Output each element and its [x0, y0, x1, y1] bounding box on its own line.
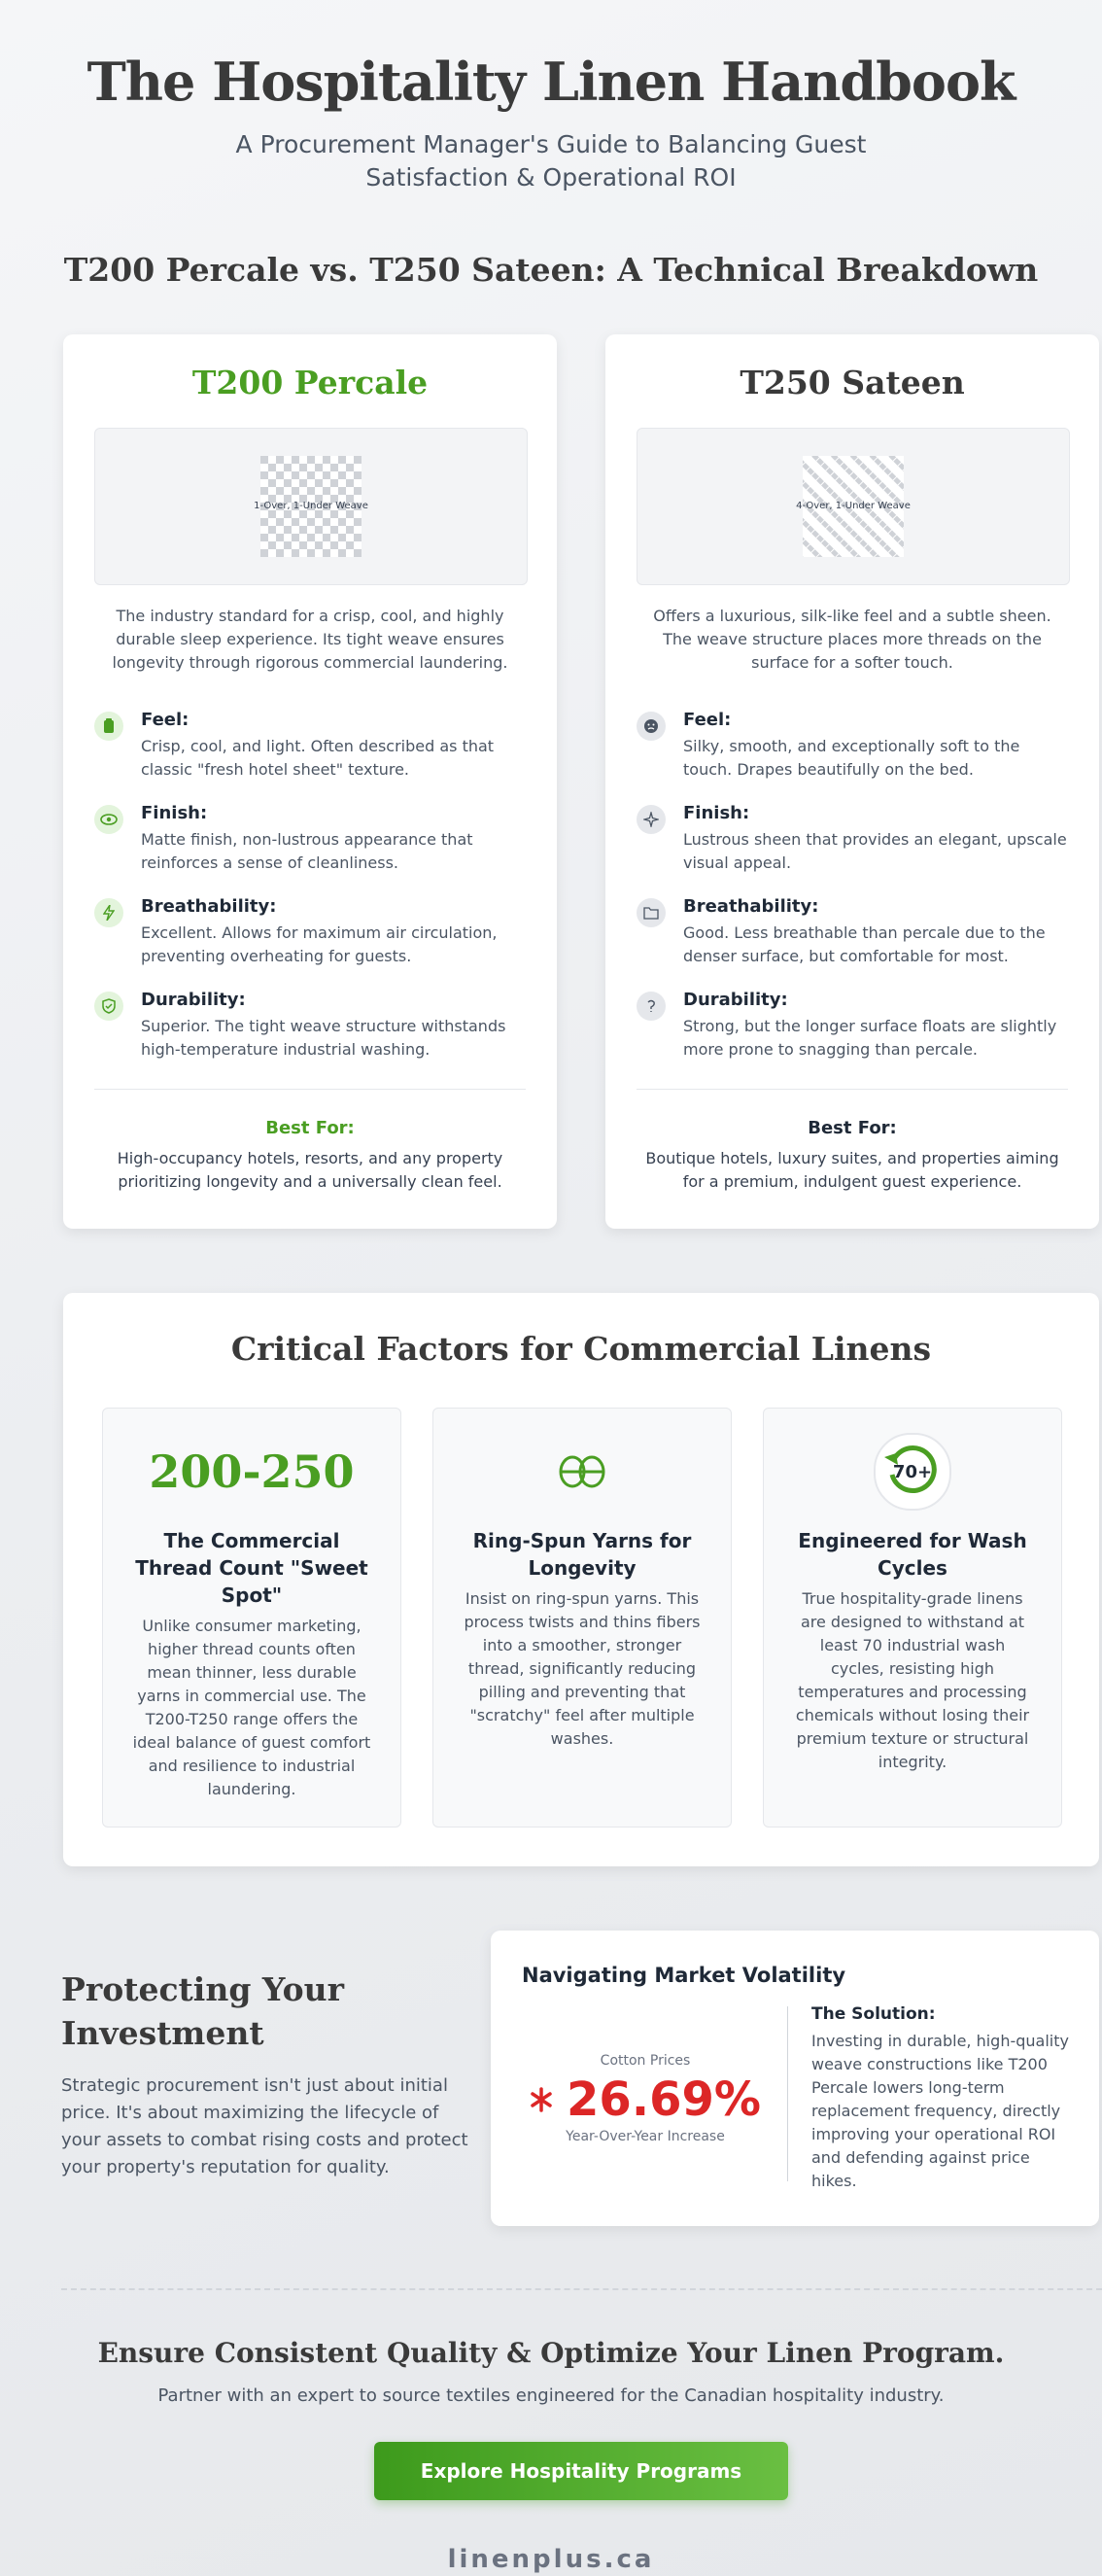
- factor-text: Insist on ring-spun yarns. This process twists and thins fibers into a smoother, stronger thread, significantly reducing pilling and preventing that "scratchy" feel after multiple washes.: [464, 1589, 701, 1748]
- percale-description: The industry standard for a crisp, cool, and highly durable sleep experience. Its tight weave ensures longevity through rigorous commercial laundering.: [112, 607, 508, 672]
- stat-label: Cotton Prices: [600, 2053, 691, 2069]
- sateen-title: T250 Sateen: [740, 364, 965, 401]
- solution-label: The Solution:: [811, 2004, 936, 2024]
- divider: [94, 1089, 526, 1090]
- investment-title: Protecting Your Investment: [61, 1970, 344, 2052]
- feature-text: Superior. The tight weave structure withstands high-temperature industrial washing.: [141, 1017, 506, 1059]
- feature-text: Matte finish, non-lustrous appearance that reinforces a sense of cleanliness.: [141, 830, 473, 872]
- feature-name: Finish:: [683, 803, 750, 823]
- sparkle-icon: [637, 805, 666, 834]
- sateen-weave-label: 4-Over, 1-Under Weave: [796, 501, 911, 511]
- asterisk-icon: [530, 2087, 553, 2112]
- feature-name: Breathability:: [683, 896, 819, 917]
- smile-icon: [637, 712, 666, 741]
- divider: [787, 2006, 788, 2181]
- factor-text: Unlike consumer marketing, higher thread counts often mean thinner, less durable yarns in commercial use. The T200-T250 range offers the ideal balance of guest comfort and resilience to industrial laundering.: [132, 1617, 371, 1798]
- factor-wash-cycles: [763, 1408, 1062, 1828]
- brand-logo[interactable]: linenplus.ca: [447, 2545, 655, 2574]
- feature-name: Breathability:: [141, 896, 277, 917]
- explore-programs-button[interactable]: Explore Hospitality Programs: [374, 2442, 788, 2500]
- leaf-icon: [94, 712, 123, 741]
- eye-icon: [94, 805, 123, 834]
- percale-best-for-label: Best For:: [265, 1118, 355, 1138]
- factors-title: Critical Factors for Commercial Linens: [230, 1330, 932, 1368]
- factor-title: Ring-Spun Yarns for Longevity: [472, 1529, 692, 1580]
- feature-text: Good. Less breathable than percale due to the denser surface, but comfortable for most.: [683, 923, 1046, 965]
- cta-title: Ensure Consistent Quality & Optimize Your Linen Program.: [97, 2337, 1005, 2369]
- factor-title: The Commercial Thread Count "Sweet Spot": [135, 1529, 368, 1607]
- market-volatility-card: [491, 1931, 1099, 2226]
- percale-weave-illustration: [94, 428, 528, 585]
- comparison-title: T200 Percale vs. T250 Sateen: A Technical Breakdown: [63, 251, 1039, 289]
- feature-text: Lustrous sheen that provides an elegant, upscale visual appeal.: [683, 830, 1067, 872]
- percale-title: T200 Percale: [191, 364, 429, 401]
- critical-factors-section: [63, 1293, 1099, 1866]
- feature-text: Crisp, cool, and light. Often described as that classic "fresh hotel sheet" texture.: [141, 737, 495, 779]
- feature-name: Finish:: [141, 803, 208, 823]
- feature-text: Strong, but the longer surface floats are slightly more prone to snagging than percale.: [683, 1017, 1057, 1059]
- dashed-divider: [61, 2288, 1102, 2290]
- sateen-weave-illustration: [637, 428, 1070, 585]
- page-title: The Hospitality Linen Handbook: [86, 51, 1016, 113]
- cta-subtitle: Partner with an expert to source textiles engineered for the Canadian hospitality industry.: [157, 2385, 945, 2406]
- investment-text: Strategic procurement isn't just about initial price. It's about maximizing the lifecycle of your assets to combat rising costs and protect your property's reputation for quality.: [61, 2075, 468, 2177]
- stat-caption: Year-Over-Year Increase: [566, 2129, 725, 2144]
- feature-name: Durability:: [141, 990, 246, 1010]
- factor-title: Engineered for Wash Cycles: [798, 1529, 1027, 1580]
- cotton-price-increase: 26.69%: [567, 2072, 761, 2127]
- thread-count-range: 200-250: [149, 1445, 355, 1498]
- sateen-description: Offers a luxurious, silk-like feel and a subtle sheen. The weave structure places more threads on the surface for a softer touch.: [653, 607, 1051, 672]
- divider: [637, 1089, 1068, 1090]
- page-subtitle: A Procurement Manager's Guide to Balancing Guest Satisfaction & Operational ROI: [235, 130, 867, 191]
- bolt-icon: [94, 898, 123, 927]
- feature-text: Silky, smooth, and exceptionally soft to the touch. Drapes beautifully on the bed.: [683, 737, 1020, 779]
- factor-ring-spun: [432, 1408, 732, 1828]
- infinity-icon: [555, 1454, 609, 1489]
- hook-icon: [637, 992, 666, 1021]
- sateen-card: [605, 334, 1099, 1229]
- shield-icon: [94, 992, 123, 1021]
- feature-name: Feel:: [141, 710, 189, 730]
- feature-name: Durability:: [683, 990, 788, 1010]
- feature-name: Feel:: [683, 710, 732, 730]
- factor-thread-count: [102, 1408, 401, 1828]
- percale-weave-label: 1-Over, 1-Under Weave: [254, 501, 368, 511]
- percale-best-for-text: High-occupancy hotels, resorts, and any property prioritizing longevity and a universally clean feel.: [117, 1149, 503, 1191]
- sateen-best-for-label: Best For:: [808, 1118, 897, 1138]
- volatility-title: Navigating Market Volatility: [522, 1964, 846, 1987]
- sateen-best-for-text: Boutique hotels, luxury suites, and properties aiming for a premium, indulgent guest experience.: [645, 1149, 1059, 1191]
- folder-icon: [637, 898, 666, 927]
- feature-text: Excellent. Allows for maximum air circulation, preventing overheating for guests.: [141, 923, 498, 965]
- factor-text: True hospitality-grade linens are designed to withstand at least 70 industrial wash cycles, resisting high temperatures and processing chemicals without losing their premium texture or structural integrity.: [795, 1589, 1030, 1771]
- percale-card: [63, 334, 557, 1229]
- wash-cycle-count: 70+: [892, 1461, 933, 1482]
- cycle-icon: [874, 1433, 951, 1511]
- solution-text: Investing in durable, high-quality weave constructions like T200 Percale lowers long-term replacement frequency, directly improving your operational ROI and defending against price hikes.: [811, 2032, 1069, 2190]
